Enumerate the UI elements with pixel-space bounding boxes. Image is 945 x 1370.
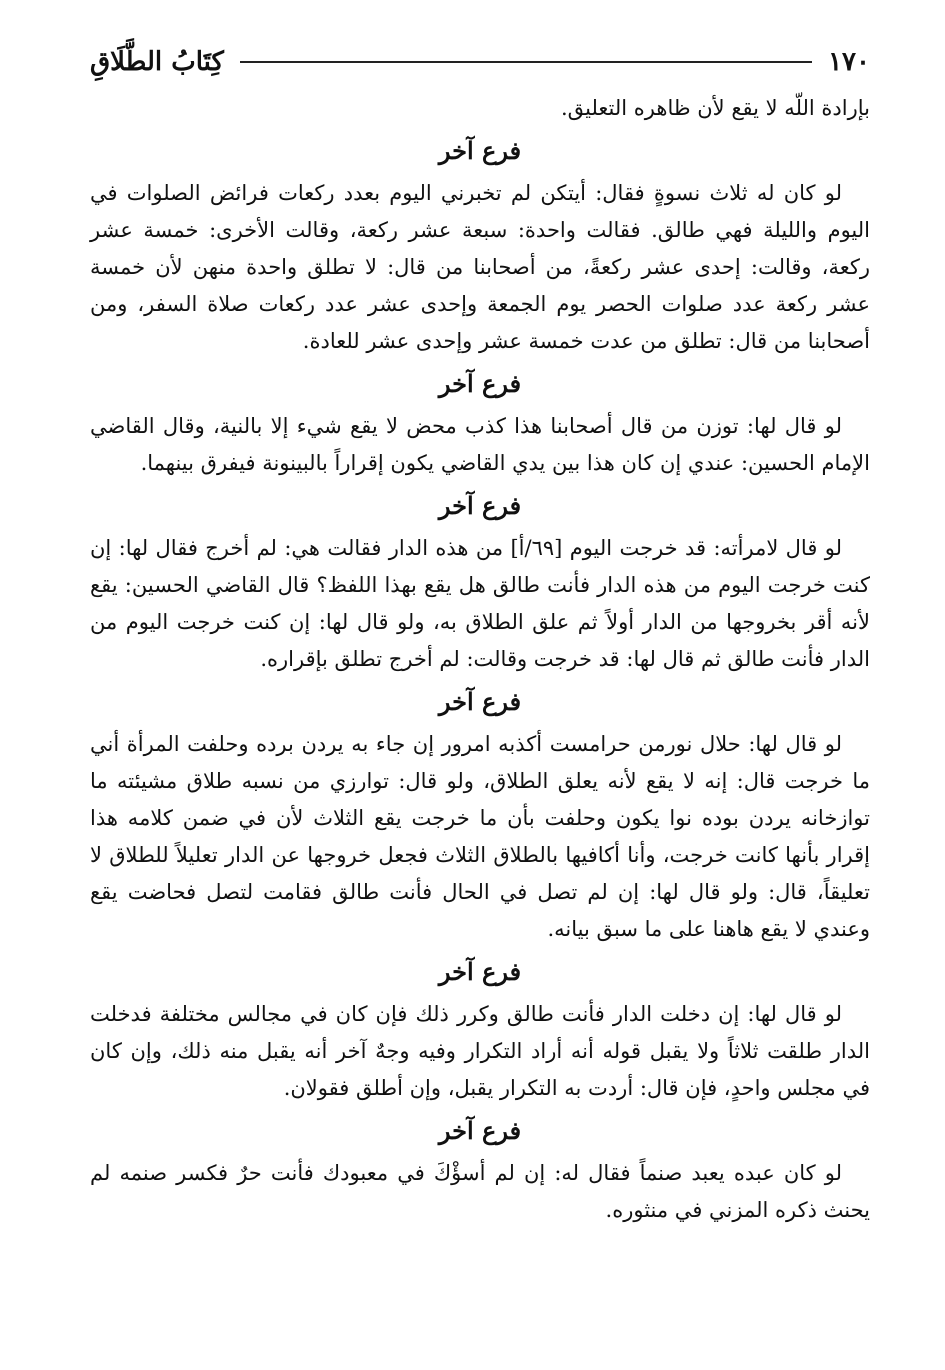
intro-text: بإرادة اللّه لا يقع لأن ظاهره التعليق. (560, 96, 870, 120)
section-text: لو كان عبده يعبد صنماً فقال له: إن لم أسؤْكَ في معبودك فأنت حرٌ فكسر صنمه لم يحنث ذكره المزني في منثوره. (90, 1161, 870, 1222)
book-page (90, 40, 870, 1350)
section-heading: فرع آخر (438, 369, 522, 398)
section-text: لو قال لامرأته: قد خرجت اليوم [٦٩/أ] من هذه الدار فقالت هي: لم أخرج فقال لها: إن كنت خرجت اليوم من هذه الدار فأنت طالق هل يقع بهذا اللفظ؟ قال القاضي الحسين: يقع لأنه أقر بخروجها من الدار أولاً ثم علق الطلاق به، ولو قال لها: إن كنت خرجت اليوم من الدار فأنت طالق ثم قال لها: قد خرجت وقالت: لم أخرج تطلق بإقراره. (90, 536, 870, 671)
book-title: كِتَابُ الطَّلَاقِ (90, 47, 224, 77)
section-text: لو قال لها: حلال نورمن حرامست أكذبه امرور إن جاء به يردن برده وحلفت المرأة أني ما خرجت قال: إنه لا يقع لأنه يعلق الطلاق، ولو قال: توارزي من نسبه طلاق مشيئته ما توازخانه يردن بوده نوا يكون وحلفت بأن ما خرجت يقع الثلاث لأن في ضمن كلامه هذا إقرار بأنها كانت خرجت، وأنا أكافيها بالطلاق الثلاث فجعل خروجها عن الدار تعليلاً للطلاق لا تعليقاً، قال: ولو قال لها: إن لم تصل في الحال فأنت طالق فقامت لتصل فحاضت يقع وعندي لا يقع هاهنا على ما سبق بيانه. (90, 732, 870, 941)
section-text: لو قال لها: إن دخلت الدار فأنت طالق وكرر ذلك فإن كان في مجالس مختلفة فدخلت الدار طلقت ثلاثاً ولا يقبل قوله أنه أراد التكرار وفيه وجهٌ آخر أنه يقبل منه ذلك، وإن كان في مجلس واحدٍ، فإن قال: أردت به التكرار يقبل، وإن أطلق فقولان. (90, 1002, 870, 1100)
section-text: لو قال لها: توزن من قال أصحابنا هذا كذب محض لا يقع شيء إلا بالنية، وقال القاضي الإمام الحسين: عندي إن كان هذا بين يدي القاضي يكون إقراراً بالبينونة فيفرق بينهما. (90, 414, 870, 475)
page-header (90, 40, 870, 84)
section-heading: فرع آخر (438, 491, 522, 520)
section-text: لو كان له ثلاث نسوةٍ فقال: أيتكن لم تخبرني اليوم بعدد ركعات فرائض الصلوات في اليوم والليلة فهي طالق. فقالت واحدة: سبعة عشر ركعة، وقالت الأخرى: خمسة عشر ركعة، وقالت: إحدى عشر ركعةً، من أصحابنا من قال: لا تطلق واحدة منهن لأن خمسة عشر ركعة عدد صلوات الحصر يوم الجمعة وإحدى عشر عدد ركعات صلاة السفر، ومن أصحابنا من قال: تطلق من عدت خمسة عشر وإحدى عشر للعادة. (90, 181, 870, 353)
section-heading: فرع آخر (438, 1116, 522, 1145)
section-heading: فرع آخر (438, 136, 522, 165)
section-heading: فرع آخر (438, 687, 522, 716)
header-rule (240, 61, 812, 63)
section-heading: فرع آخر (438, 957, 522, 986)
page-body (90, 90, 870, 1229)
page-number: ١٧٠ (828, 47, 870, 77)
